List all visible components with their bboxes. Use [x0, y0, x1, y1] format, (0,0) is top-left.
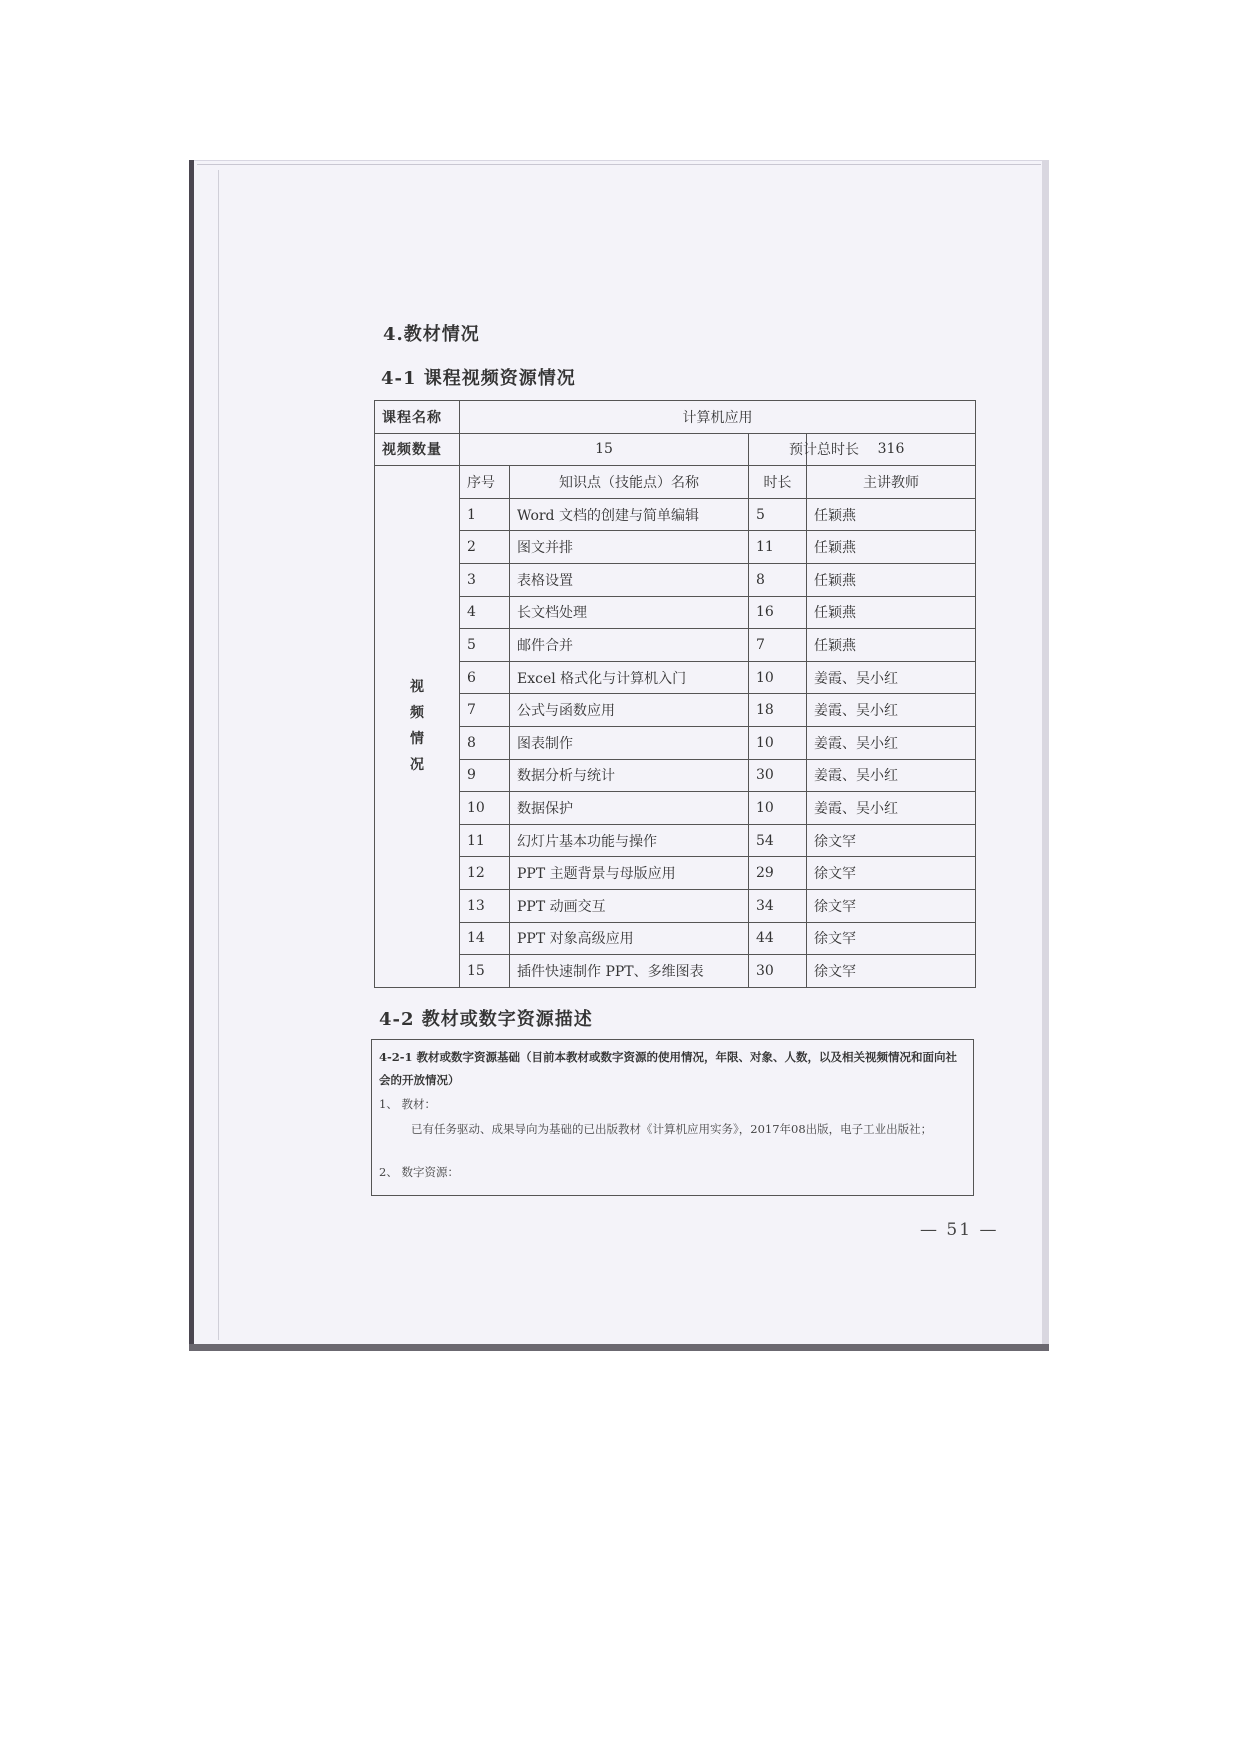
video-topic: PPT 动画交互: [510, 889, 749, 922]
video-count-value: 15: [460, 433, 749, 466]
video-row: [375, 726, 976, 759]
video-length: 8: [749, 563, 807, 596]
video-row: [375, 759, 976, 792]
video-topic: PPT 对象高级应用: [510, 922, 749, 955]
video-teacher: 姜霞、吴小红: [807, 694, 976, 727]
video-seq: 2: [460, 531, 510, 564]
video-length: 7: [749, 629, 807, 662]
video-teacher: 徐文罕: [807, 889, 976, 922]
video-seq: 7: [460, 694, 510, 727]
video-seq: 10: [460, 792, 510, 825]
video-row: [375, 563, 976, 596]
video-teacher: 徐文罕: [807, 955, 976, 988]
course-name-label: 课程名称: [375, 401, 460, 434]
video-length: 34: [749, 889, 807, 922]
header-seq: 序号: [460, 466, 510, 499]
video-length: 10: [749, 726, 807, 759]
video-row: [375, 922, 976, 955]
video-row: [375, 531, 976, 564]
video-header-row: [375, 466, 976, 499]
video-teacher: 徐文罕: [807, 857, 976, 890]
video-topic: 公式与函数应用: [510, 694, 749, 727]
video-teacher: 任颖燕: [807, 629, 976, 662]
video-section-char: 频: [410, 705, 424, 722]
video-section-char: 况: [410, 757, 424, 774]
video-row: [375, 596, 976, 629]
description-heading: 4-2-1 教材或数字资源基础（目前本教材或数字资源的使用情况，年限、对象、人数，以及相关视频情况和面向社会的开放情况）: [379, 1050, 958, 1087]
video-row: [375, 694, 976, 727]
video-length: 44: [749, 922, 807, 955]
description-item1-label: 1、 教材：: [379, 1097, 436, 1111]
video-seq: 6: [460, 661, 510, 694]
video-resource-table: [374, 400, 976, 988]
video-teacher: 徐文罕: [807, 824, 976, 857]
video-seq: 9: [460, 759, 510, 792]
video-row: [375, 889, 976, 922]
course-name-row: [375, 401, 976, 434]
video-teacher: 姜霞、吴小红: [807, 759, 976, 792]
video-seq: 13: [460, 889, 510, 922]
subsection2-title: 4-2 教材或数字资源描述: [379, 1009, 593, 1030]
total-duration-label: 预计总时长: [749, 433, 807, 466]
video-seq: 12: [460, 857, 510, 890]
video-seq: 4: [460, 596, 510, 629]
video-topic: 幻灯片基本功能与操作: [510, 824, 749, 857]
video-seq: 14: [460, 922, 510, 955]
video-length: 30: [749, 759, 807, 792]
page-number: — 51 —: [920, 1220, 999, 1240]
video-topic: 数据保护: [510, 792, 749, 825]
video-section-char: 情: [410, 731, 424, 748]
video-row: [375, 955, 976, 988]
subsection-title: 4-1 课程视频资源情况: [381, 368, 576, 389]
video-count-row: [375, 433, 976, 466]
scan-edge-left: [189, 160, 194, 1350]
header-teacher: 主讲教师: [807, 466, 976, 499]
description-item1-text: 已有任务驱动、成果导向为基础的已出版教材《计算机应用实务》，2017年08出版，电子工业出版社；: [411, 1122, 933, 1136]
scan-edge-bottom: [189, 1344, 1049, 1351]
page-stack-edge-left: [218, 170, 219, 1340]
video-teacher: 姜霞、吴小红: [807, 792, 976, 825]
section-title: 4.教材情况: [383, 324, 480, 345]
video-topic: 图文并排: [510, 531, 749, 564]
header-length: 时长: [749, 466, 807, 499]
header-topic: 知识点（技能点）名称: [510, 466, 749, 499]
video-row: [375, 857, 976, 890]
video-seq: 15: [460, 955, 510, 988]
video-row: [375, 792, 976, 825]
scan-edge-right: [1042, 160, 1049, 1350]
video-teacher: 徐文罕: [807, 922, 976, 955]
video-row: [375, 824, 976, 857]
video-length: 11: [749, 531, 807, 564]
video-section-char: 视: [410, 679, 424, 696]
video-length: 16: [749, 596, 807, 629]
video-topic: 图表制作: [510, 726, 749, 759]
video-length: 18: [749, 694, 807, 727]
video-teacher: 姜霞、吴小红: [807, 661, 976, 694]
video-topic: 数据分析与统计: [510, 759, 749, 792]
video-teacher: 任颖燕: [807, 563, 976, 596]
video-topic: 插件快速制作 PPT、多维图表: [510, 955, 749, 988]
video-seq: 1: [460, 498, 510, 531]
video-length: 30: [749, 955, 807, 988]
video-seq: 8: [460, 726, 510, 759]
video-topic: PPT 主题背景与母版应用: [510, 857, 749, 890]
total-duration-value: 316: [807, 433, 976, 466]
video-section-label: [375, 466, 460, 988]
video-teacher: 任颖燕: [807, 498, 976, 531]
video-topic: 邮件合并: [510, 629, 749, 662]
video-topic: 长文档处理: [510, 596, 749, 629]
video-row: [375, 629, 976, 662]
video-seq: 5: [460, 629, 510, 662]
video-topic: Excel 格式化与计算机入门: [510, 661, 749, 694]
video-topic: 表格设置: [510, 563, 749, 596]
video-teacher: 任颖燕: [807, 596, 976, 629]
course-name-value: 计算机应用: [460, 401, 976, 434]
video-seq: 3: [460, 563, 510, 596]
video-count-label: 视频数量: [375, 433, 460, 466]
video-topic: Word 文档的创建与简单编辑: [510, 498, 749, 531]
video-seq: 11: [460, 824, 510, 857]
video-length: 10: [749, 792, 807, 825]
description-item2-label: 2、 数字资源：: [379, 1165, 459, 1179]
video-teacher: 任颖燕: [807, 531, 976, 564]
video-row: [375, 498, 976, 531]
video-teacher: 姜霞、吴小红: [807, 726, 976, 759]
video-length: 5: [749, 498, 807, 531]
video-length: 54: [749, 824, 807, 857]
video-row: [375, 661, 976, 694]
video-length: 10: [749, 661, 807, 694]
page-stack-edge: [197, 164, 1041, 169]
video-length: 29: [749, 857, 807, 890]
